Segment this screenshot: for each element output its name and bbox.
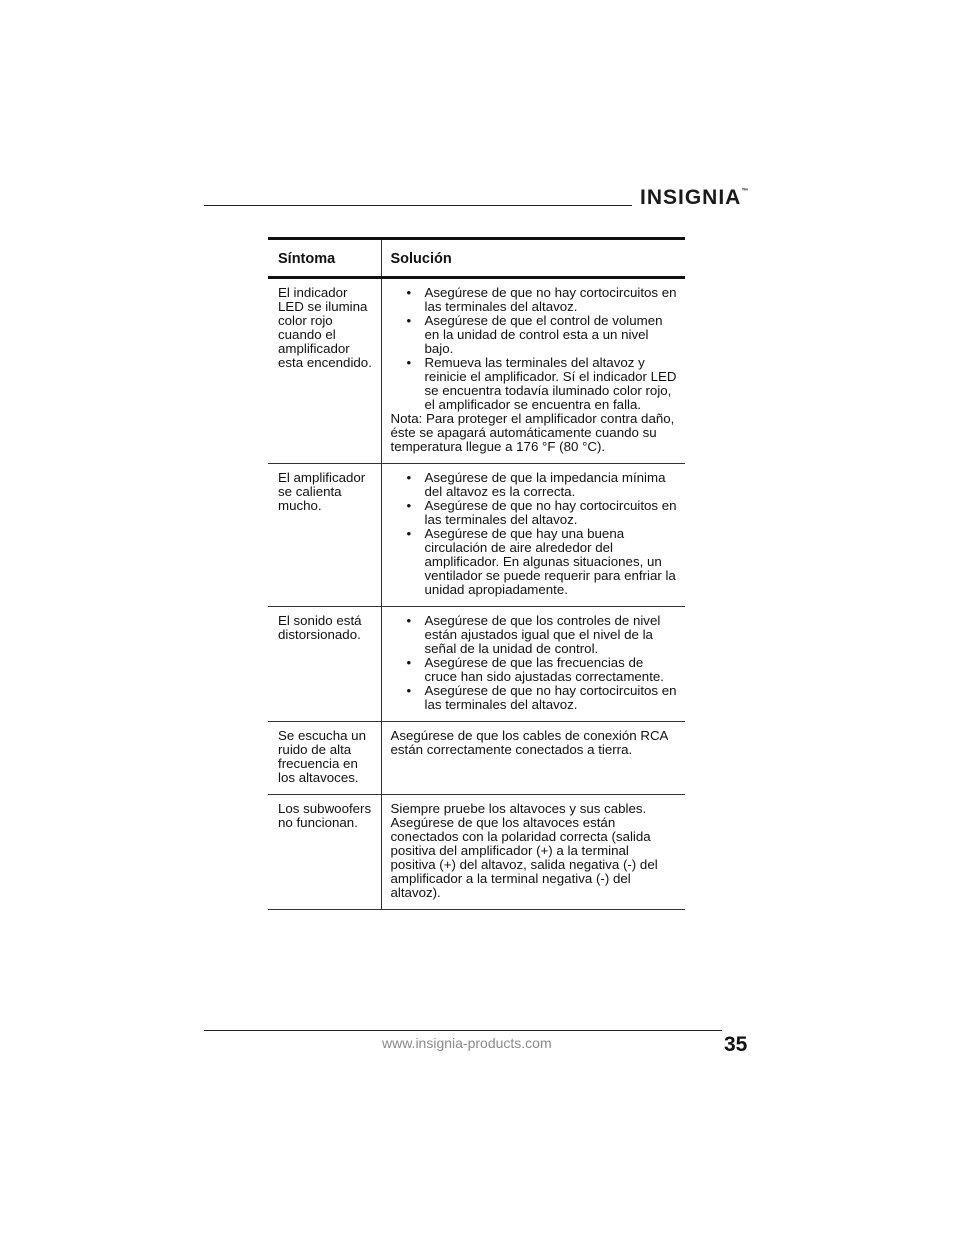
solution-cell [381, 464, 685, 607]
solution-item: • Asegúrese de que el control de volumen en la unidad de control esta a un nivel bajo. [391, 314, 678, 356]
solution-item: • Asegúrese de que no hay cortocircuitos en las terminales del altavoz. [391, 286, 678, 314]
solution-item: • Asegúrese de que los controles de nivel están ajustados igual que el nivel de la señal de la unidad de control. [391, 614, 678, 656]
table-row [268, 278, 685, 464]
symptom-cell: El sonido está distorsionado. [268, 607, 381, 722]
table-row [268, 607, 685, 722]
table-row [268, 464, 685, 607]
solution-item: • Asegúrese de que no hay cortocircuitos en las terminales del altavoz. [391, 499, 678, 527]
symptom-cell: Se escucha un ruido de alta frecuencia en los altavoces. [268, 722, 381, 795]
symptom-cell: El indicador LED se ilumina color rojo cuando el amplificador esta encendido. [268, 278, 381, 464]
solution-list [391, 286, 678, 412]
temperature-note: Nota: Para proteger el amplificador contra daño, éste se apagará automáticamente cuando su temperatura llegue a 176 °F (80 °C). [390, 411, 675, 454]
solution-column-header: Solución [381, 239, 685, 278]
table-row [268, 795, 685, 910]
solution-item: • Asegúrese de que no hay cortocircuitos en las terminales del altavoz. [391, 684, 678, 712]
footer-url: www.insignia-products.com [382, 1035, 552, 1051]
solution-list [391, 471, 678, 597]
table-header-row [268, 239, 685, 278]
solution-list [391, 614, 678, 712]
header-rule [204, 205, 632, 206]
solution-cell: Siempre pruebe los altavoces y sus cables. Asegúrese de que los altavoces están conectados con la polaridad correcta (salida positiva del amplificador (+) a la terminal positiva (+) del altavoz, salida negativa (-) del amplificador a la terminal negativa (-) del altavoz). [381, 795, 685, 910]
insignia-logo: INSIGNIA™ [640, 186, 749, 209]
table-row [268, 722, 685, 795]
solution-cell [381, 278, 685, 464]
troubleshooting-table [268, 237, 685, 910]
symptom-column-header: Síntoma [268, 239, 381, 278]
solution-item: • Asegúrese de que hay una buena circulación de aire alrededor del amplificador. En algunas situaciones, un ventilador se puede requerir para enfriar la unidad apropiadamente. [391, 527, 678, 597]
solution-cell: Asegúrese de que los cables de conexión RCA están correctamente conectados a tierra. [381, 722, 685, 795]
solution-item: • Asegúrese de que la impedancia mínima del altavoz es la correcta. [391, 471, 678, 499]
solution-cell [381, 607, 685, 722]
footer-rule [204, 1030, 722, 1031]
page-number: 35 [724, 1033, 748, 1056]
symptom-cell: El amplificador se calienta mucho. [268, 464, 381, 607]
trademark-symbol: ™ [741, 188, 749, 195]
solution-item: • Remueva las terminales del altavoz y reinicie el amplificador. Sí el indicador LED se encuentra todavía iluminado color rojo, el amplificador se encuentra en falla. [391, 356, 678, 412]
symptom-cell: Los subwoofers no funcionan. [268, 795, 381, 910]
solution-item: • Asegúrese de que las frecuencias de cruce han sido ajustadas correctamente. [391, 656, 678, 684]
